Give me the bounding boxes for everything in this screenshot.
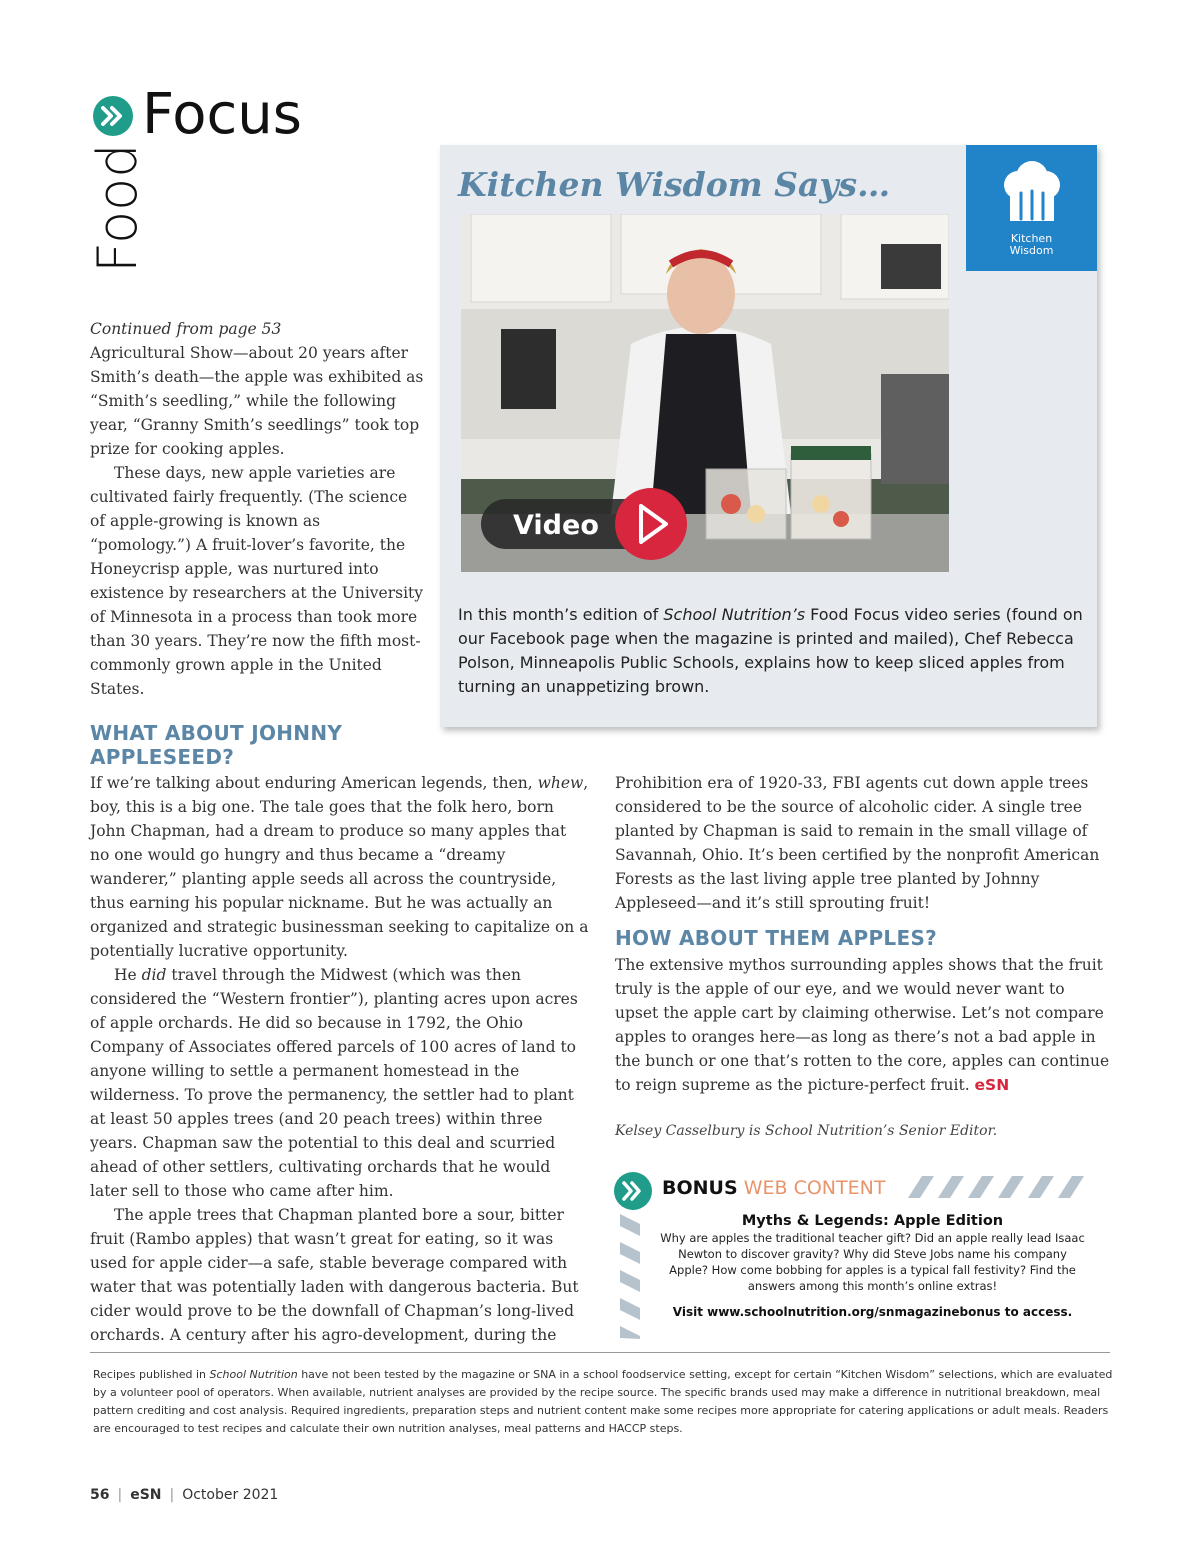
bonus-title: Myths & Legends: Apple Edition xyxy=(741,1213,1004,1229)
chevron-icon xyxy=(614,1172,652,1210)
logo-line: Kitchen xyxy=(1010,232,1053,245)
caption-text: In this month’s edition of xyxy=(458,605,664,624)
disclaimer-italic: School Nutrition xyxy=(209,1368,298,1381)
video-thumbnail[interactable] xyxy=(461,214,949,572)
paragraph: The apple trees that Chapman planted bore a sour, bitter fruit (Rambo apples) that wasn’t great for eating, so it was used for apple cider—a safe, stable beverage compared with water that was potentially laden with dangerous bacteria. But cider would prove to be the downfall of Chapman’s long-lived orchards. A century after his agro-development, during the xyxy=(90,1206,579,1344)
heading-line: WHAT ABOUT JOHNNY xyxy=(90,721,343,745)
page-number: 56 xyxy=(90,1487,110,1503)
disclaimer-text: have not been tested by the magazine or SNA in a school foodservice setting, except for certain “Kitchen Wisdom” selections, which are evaluated by a volunteer pool of operators. When available, nutrient analyses are provided by the recipe source. The specific brands used may make a difference in nutritional breakdown, meal pattern crediting and cost analysis. Required ingredients, preparation steps and nutrient content make some recipes more appropriate for catering applications or adult meals. Readers are encouraged to test recipes and calculate their own nutrition analyses, meal patterns and HACCP steps. xyxy=(93,1368,1113,1435)
chef-hat-icon xyxy=(966,145,1097,235)
heading-line: APPLESEED? xyxy=(90,745,235,769)
section-title-focus: Focus xyxy=(142,82,302,147)
heading-johnny-appleseed xyxy=(90,721,342,769)
section-title-food xyxy=(84,145,144,275)
web-content-word: WEB CONTENT xyxy=(743,1177,886,1199)
issue-date: October 2021 xyxy=(182,1487,279,1503)
disclaimer xyxy=(93,1366,1113,1438)
paragraph: Agricultural Show—about 20 years after Smith’s death—the apple was exhibited as “Smith’s seedling,” while the following year, “Granny Smith’s seedlings” took top prize for cooking apples. xyxy=(90,344,424,458)
video-label: Video xyxy=(513,510,599,541)
stripe-decoration xyxy=(900,1176,1085,1202)
paragraph: If we’re talking about enduring American legends, then, whew, boy, this is a big one. The tale goes that the folk hero, born John Chapman, had a dream to produce so many apples that no one would go hungry and thus became a “dreamy wanderer,” planting apple seeds all across the countryside, thus earning his popular nickname. But he was actually an organized and strategic businessman seeking to capitalize on a potentially lucrative opportunity. xyxy=(90,774,589,960)
end-mark: eSN xyxy=(974,1076,1010,1094)
paragraph: Prohibition era of 1920-33, FBI agents cut down apple trees considered to be the source of alcoholic cider. A single tree planted by Chapman is said to remain in the small village of Savannah, Ohio. It’s been certified by the nonprofit American Forests as the last living apple tree planted by Johnny Appleseed—and it’s still sprouting fruit! xyxy=(615,774,1100,912)
bonus-word: BONUS xyxy=(662,1177,738,1199)
kitchen-wisdom-title: Kitchen Wisdom Says… xyxy=(458,165,891,204)
bonus-visit-link[interactable]: Visit www.schoolnutrition.org/snmagazinebonus to access. xyxy=(672,1305,1073,1319)
left-column xyxy=(90,317,425,701)
folio: 56 | eSN | October 2021 xyxy=(90,1487,279,1503)
continued-note: Continued from page 53 xyxy=(90,320,282,338)
heading-apples: HOW ABOUT THEM APPLES? xyxy=(615,926,938,950)
johnny-column xyxy=(90,771,590,1347)
logo-line: Wisdom xyxy=(1009,244,1054,257)
paragraph: The extensive mythos surrounding apples shows that the fruit truly is the apple of our eye, and we would never want to upset the apple cart by claiming otherwise. Let’s not compare apples to oranges here—as long as there’s not a bad apple in the bunch or one that’s rotten to the core, apples can continue to reign supreme as the picture-perfect fruit. eSN xyxy=(615,956,1110,1094)
magazine-name: eSN xyxy=(130,1487,162,1503)
chevron-icon xyxy=(93,96,133,136)
right-column xyxy=(615,771,1110,1143)
caption-text: Food Focus video series (found on our Facebook page when the magazine is printed and mailed), Chef Rebecca Polson, Minneapolis Public Schools, explains how to keep sliced apples from turning an unappetizing brown. xyxy=(458,605,1083,696)
caption-italic: School Nutrition’s xyxy=(663,605,806,624)
kitchen-wisdom-caption xyxy=(458,603,1088,699)
disclaimer-text: Recipes published in xyxy=(93,1368,210,1381)
logo-text xyxy=(966,233,1097,257)
footer-divider xyxy=(90,1352,1110,1353)
stripe-decoration-vertical xyxy=(620,1214,642,1343)
paragraph: These days, new apple varieties are cultivated fairly frequently. (The science of apple-growing is known as “pomology.”) A fruit-lover’s favorite, the Honeycrisp apple, was nurtured into existence by researchers at the University of Minnesota in a process than took more than 30 years. They’re now the fifth most-commonly grown apple in the United States. xyxy=(90,464,424,698)
food-text: Food xyxy=(86,145,144,273)
bonus-body: Why are apples the traditional teacher gift? Did an apple really lead Isaac Newton to discover gravity? Why did Steve Jobs name his company Apple? How come bobbing for apples is a typical fall festivity? Find the answers among this month’s online extras! xyxy=(660,1231,1085,1293)
bonus-heading xyxy=(662,1175,885,1201)
byline: Kelsey Casselbury is School Nutrition’s Senior Editor. xyxy=(615,1123,998,1139)
paragraph: He did travel through the Midwest (which was then considered the “Western frontier”), planting acres upon acres of apple orchards. He did so because in 1792, the Ohio Company of Associates offered parcels of 100 acres of land to anyone willing to settle a permanent homestead in the wilderness. To prove the permanency, the settler had to plant at least 50 apples trees (and 20 peach trees) within three years. Chapman saw the potential to this deal and scurried ahead of other settlers, cultivating orchards that he would later sell to those who came after him. xyxy=(90,966,578,1200)
